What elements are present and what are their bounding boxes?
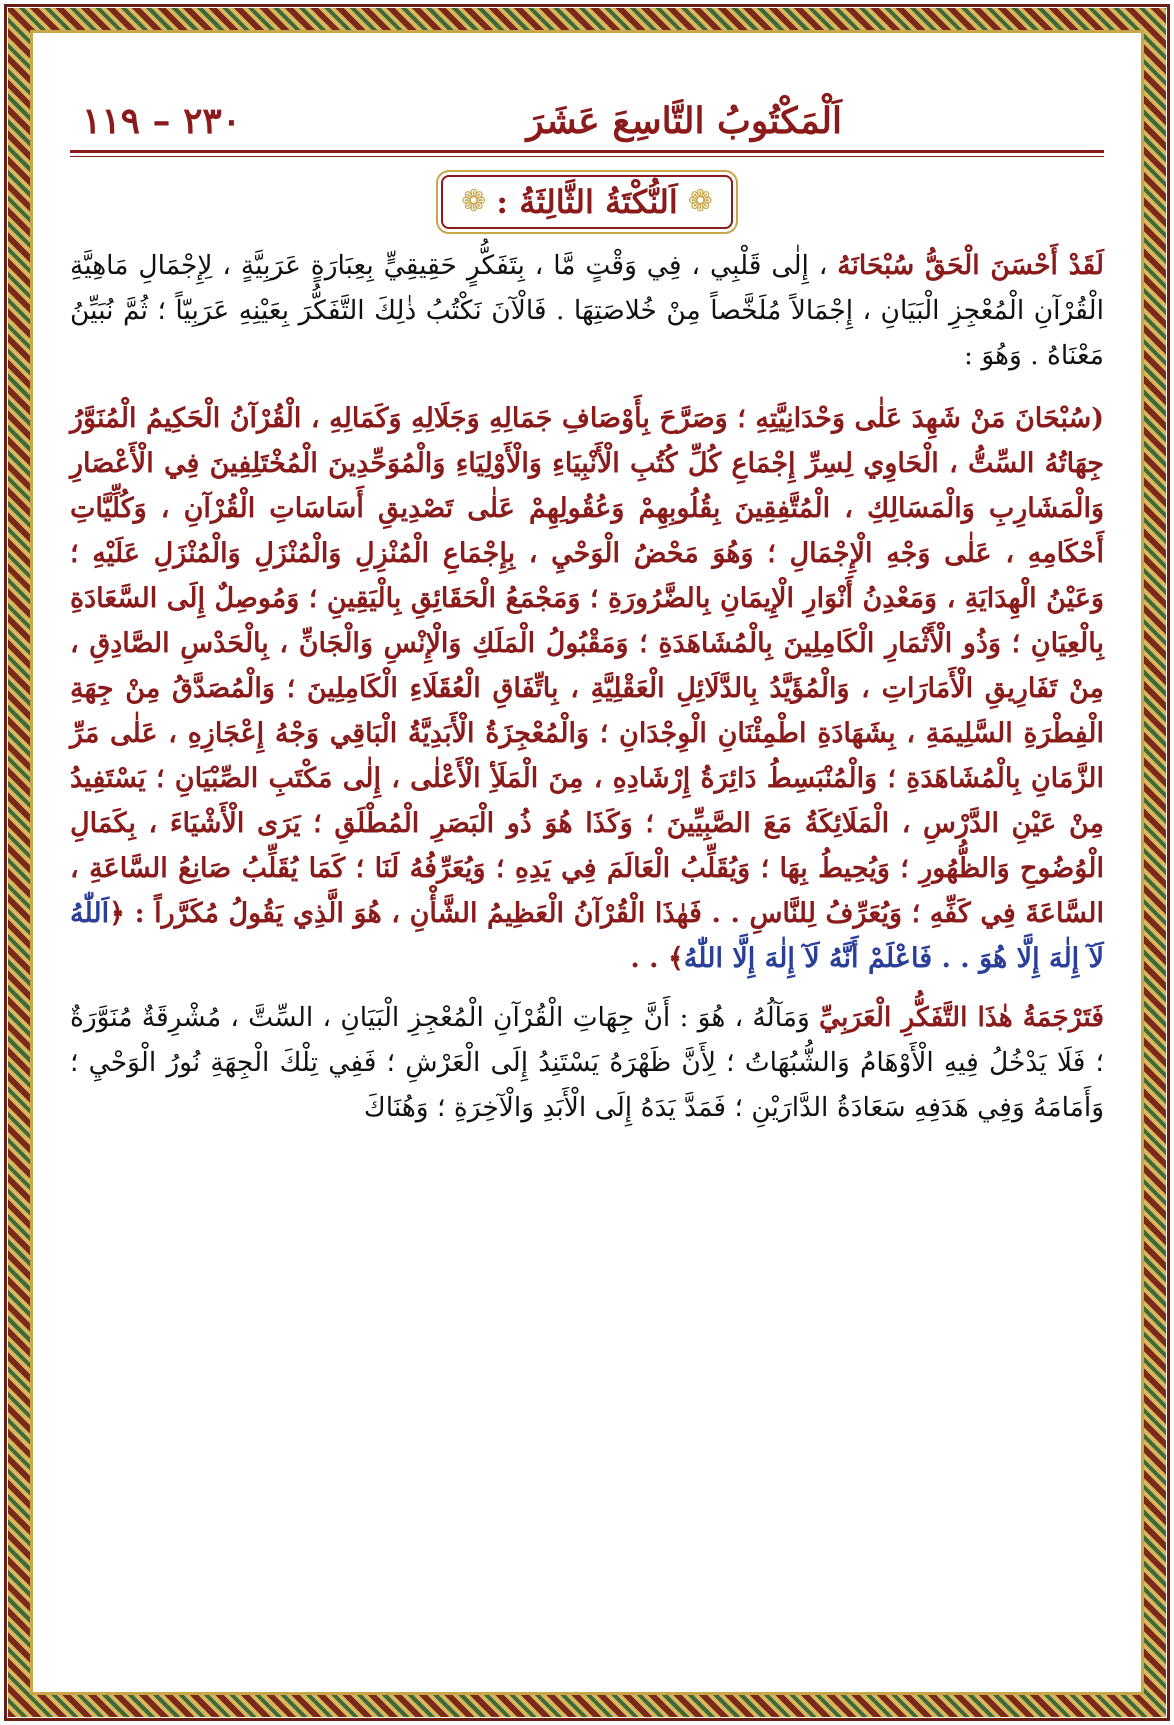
arabic-reflection-text: (سُبْحَانَ مَنْ شَهِدَ عَلٰى وَحْدَانِيَّتِهِ ؛ وَصَرَّحَ بِأَوْصَافِ جَمَالِهِ وَجَلَالِهِ وَكَمَالِهِ ، الْقُرْآنُ الْحَكِيمُ الْمُنَوَّرُ جِهَاتُهُ السِّتُّ ، الْحَاوِي لِسِرِّ إِجْمَاعِ كُلِّ كُتُبِ الْأَنْبِيَاءِ وَالْأَوْلِيَاءِ وَالْمُوَحِّدِينَ الْمُخْتَلِفِينَ فِي الْأَعْصَارِ وَالْمَشَارِبِ وَالْمَسَالِكِ ، الْمُتَّفِقِينَ بِقُلُوبِهِمْ وَعُقُولِهِمْ عَلٰى تَصْدِيقِ أَسَاسَاتِ الْقُرْآنِ ، وَكُلِّيَّاتِ أَحْكَامِهِ ، عَلٰى وَجْهِ الْإِجْمَالِ ؛ وَهُوَ مَحْضُ الْوَحْيِ ، بِإِجْمَاعِ الْمُنْزِلِ وَالْمُنْزَلِ وَالْمُنْزَلِ عَلَيْهِ ؛ وَعَيْنُ الْهِدَايَةِ ، وَمَعْدِنُ أَنْوَارِ الْإِيمَانِ بِالضَّرُورَةِ ؛ وَمَجْمَعُ الْحَقَائِقِ بِالْيَقِينِ ؛ وَمُوصِلٌ إِلَى السَّعَادَةِ بِالْعِيَانِ ؛ وَذُو الْأَثْمَارِ الْكَامِلِينَ بِالْمُشَاهَدَةِ ؛ وَمَقْبُولُ الْمَلَكِ وَالْإِنْسِ وَالْجَانِّ ، بِالْحَدْسِ الصَّادِقِ ، مِنْ تَفَارِيقِ الْأَمَارَاتِ ، وَالْمُؤَيَّدُ بِالدَّلَائِلِ الْعَقْلِيَّةِ ، بِاتِّفَاقِ الْعُقَلَاءِ الْكَامِلِينَ ؛ وَالْمُصَدَّقُ مِنْ جِهَةِ الْفِطْرَةِ السَّلِيمَةِ ، بِشَهَادَةِ اطْمِئْنَانِ الْوِجْدَانِ ؛ وَالْمُعْجِزَةُ الْأَبَدِيَّةُ الْبَاقِي وَجْهُ إِعْجَازِهِ ، عَلٰى مَرِّ الزَّمَانِ بِالْمُشَاهَدَةِ ؛ وَالْمُنْبَسِطُ دَائِرَةُ إِرْشَادِهِ ، مِنَ الْمَلَأِ الْأَعْلٰى ، إِلٰى مَكْتَبِ الصِّبْيَانِ ؛ يَسْتَفِيدُ مِنْ عَيْنِ الدَّرْسِ ، الْمَلَائِكَةُ مَعَ الصَّبِيِّينَ ؛ وَكَذَا هُوَ ذُو الْبَصَرِ الْمُطْلَقِ ؛ يَرَى الْأَشْيَاءَ ، بِكَمَالِ الْوُضُوحِ وَالظُّهُورِ ؛ وَيُحِيطُ بِهَا ؛ وَيُقَلِّبُ الْعَالَمَ فِي يَدِهِ ؛ وَيُعَرِّفُهُ لَنَا ؛ كَمَا يُقَلِّبُ صَانِعُ السَّاعَةِ ، السَّاعَةَ فِي كَفِّهِ ؛ وَيُعَرِّفُ لِلنَّاسِ . . فَهٰذَا الْقُرْآنُ الْعَظِيمُ الشَّأْنِ ، هُوَ الَّذِي يَقُولُ مُكَرَّراً :: [70, 403, 1104, 929]
flower-ornament-icon: ❁: [461, 184, 487, 219]
translation-text: وَمَآلُهُ ، هُوَ : أَنَّ جِهَاتِ الْقُرْآنِ الْمُعْجِزِ الْبَيَانِ ، السِّتَّ ، مُشْرِقَةٌ مُنَوَّرَةٌ ؛ فَلَا يَدْخُلُ فِيهِ الْأَوْهَامُ وَالشُّبُهَاتُ ؛ لِأَنَّ ظَهْرَهُ يَسْتَنِدُ إِلَى الْعَرْشِ ؛ فَفِي تِلْكَ الْجِهَةِ نُورُ الْوَحْيِ ؛ وَأَمَامَهُ وَفِي هَدَفِهِ سَعَادَةُ الدَّارَيْنِ ؛ فَمَدَّ يَدَهُ إِلَى الْأَبَدِ وَالْآخِرَةِ ؛ وَهُنَاكَ: [70, 1002, 1104, 1123]
arabic-reflection-paragraph: [70, 396, 1104, 981]
intro-text: ، إِلٰى قَلْبِي ، فِي وَقْتٍ مَّا ، بِتَفَكُّرٍ حَقِيقِيٍّ بِعِبَارَةٍ عَرَبِيَّةٍ ، لِإِجْمَالِ مَاهِيَّةِ الْقُرْآنِ الْمُعْجِزِ الْبَيَانِ ، إِجْمَالاً مُلَخَّصاً مِنْ خُلاصَتِهَا . فَالْآنَ نَكْتُبُ ذٰلِكَ التَّفَكُّرَ بِعَيْنِهِ عَرَبِيّاً ؛ ثُمَّ نُبَيِّنُ مَعْنَاهُ . وَهُوَ :: [70, 250, 1104, 371]
quran-verse: اَللّٰهُ لَآ إِلٰهَ إِلَّا هُوَ . . فَاعْلَمْ أَنَّهُ لَآ إِلٰهَ إِلَّا اللّٰهُ: [70, 898, 1104, 974]
intro-lead: لَقَدْ أَحْسَنَ الْحَقُّ سُبْحَانَهُ: [837, 250, 1104, 281]
chapter-title: اَلْمَكْتُوبُ التَّاسِعَ عَشَرَ: [526, 100, 842, 142]
translation-paragraph: [70, 995, 1104, 1130]
quran-close-bracket: ﴾: [667, 943, 684, 974]
section-heading-box: [441, 175, 733, 229]
translation-lead: فَتَرْجَمَةُ هٰذَا التَّفَكُّرِ الْعَرَبِيِّ: [819, 1002, 1104, 1033]
intro-paragraph: [70, 243, 1104, 378]
page-number: ٢٣٠ – ١١٩: [82, 100, 242, 142]
page-content: [70, 70, 1104, 1655]
page-header: [70, 70, 1104, 150]
flower-ornament-icon: ❁: [687, 184, 713, 219]
arabic-reflection-tail: . .: [630, 943, 668, 974]
section-heading-wrapper: [70, 175, 1104, 229]
quran-open-bracket: ﴿: [109, 898, 125, 929]
header-divider: [70, 150, 1104, 157]
section-heading: اَلنُّكْتَةُ الثَّالِثَةُ :: [496, 183, 678, 221]
